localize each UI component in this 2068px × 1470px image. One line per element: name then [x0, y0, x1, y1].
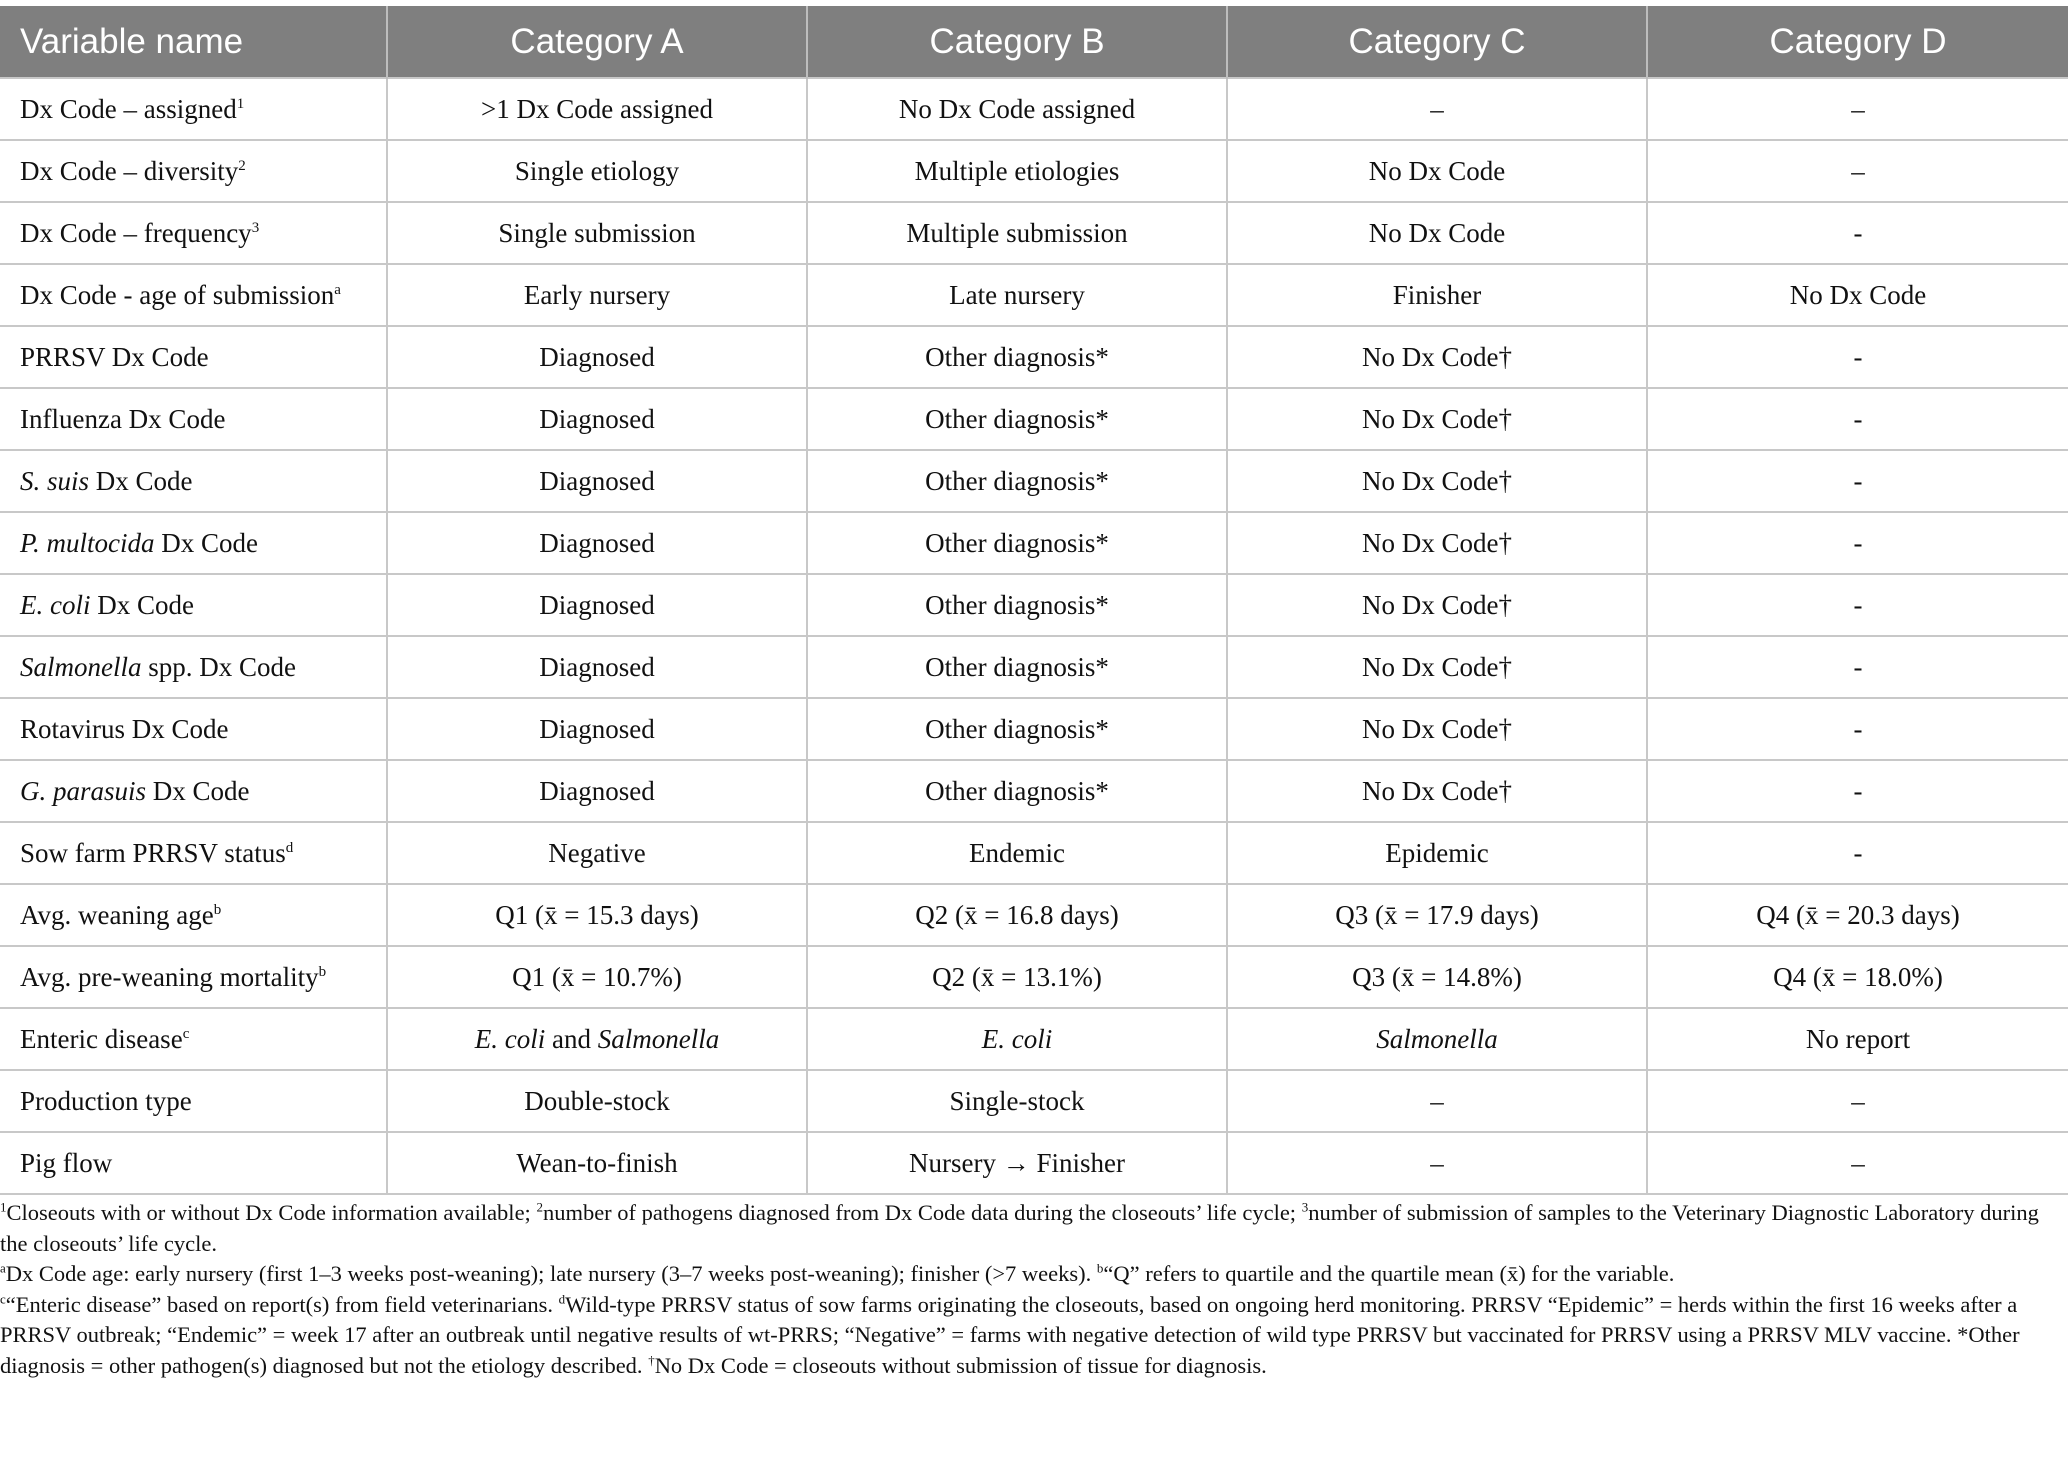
cell-category-a: Diagnosed — [387, 636, 807, 698]
row-variable-name: Dx Code – diversity$^2$ — [0, 140, 387, 202]
table-row — [0, 264, 2068, 326]
cell-category-b: Other diagnosis* — [807, 450, 1227, 512]
cell-category-a: Q1 (x̄ = 15.3 days) — [387, 884, 807, 946]
cell-category-d: Q4 (x̄ = 18.0%) — [1647, 946, 2068, 1008]
table-row — [0, 202, 2068, 264]
header-category-d: Category D — [1647, 6, 2068, 78]
cell-category-b: Nursery → Finisher — [807, 1132, 1227, 1194]
cell-category-b: Late nursery — [807, 264, 1227, 326]
row-variable-name: PRRSV Dx Code — [0, 326, 387, 388]
cell-category-c: – — [1227, 1070, 1647, 1132]
footnote-marker: 1 — [236, 95, 245, 112]
cell-category-b: Other diagnosis* — [807, 512, 1227, 574]
cell-category-a: Negative — [387, 822, 807, 884]
table-row — [0, 574, 2068, 636]
cell-category-b: Other diagnosis* — [807, 760, 1227, 822]
cell-category-a: Diagnosed — [387, 450, 807, 512]
cell-category-b: Other diagnosis* — [807, 698, 1227, 760]
cell-category-d: - — [1647, 760, 2068, 822]
cell-category-a: E. coli and Salmonella — [387, 1008, 807, 1070]
cell-category-a: Diagnosed — [387, 574, 807, 636]
cell-category-d: - — [1647, 202, 2068, 264]
cell-category-a: Single etiology — [387, 140, 807, 202]
cell-category-d: – — [1647, 1070, 2068, 1132]
cell-category-d: - — [1647, 326, 2068, 388]
cell-category-b: Other diagnosis* — [807, 326, 1227, 388]
cell-category-c: No Dx Code† — [1227, 760, 1647, 822]
cell-category-a: Diagnosed — [387, 326, 807, 388]
cell-category-a: Diagnosed — [387, 760, 807, 822]
data-table — [0, 6, 2068, 1195]
table-row — [0, 78, 2068, 140]
cell-category-d: No Dx Code — [1647, 264, 2068, 326]
table-row — [0, 1070, 2068, 1132]
row-variable-name: G. parasuis Dx Code — [0, 760, 387, 822]
cell-category-d: - — [1647, 822, 2068, 884]
table-row — [0, 326, 2068, 388]
row-variable-name: Dx Code – assigned$^1$ — [0, 78, 387, 140]
cell-category-c: Salmonella — [1227, 1008, 1647, 1070]
footnote-marker: c — [182, 1025, 190, 1042]
footnote-marker: b — [213, 901, 222, 918]
cell-category-d: - — [1647, 512, 2068, 574]
table-footnotes — [0, 1198, 2040, 1381]
table-row — [0, 450, 2068, 512]
table-row — [0, 636, 2068, 698]
row-variable-name: Salmonella spp. Dx Code — [0, 636, 387, 698]
cell-category-a: Diagnosed — [387, 698, 807, 760]
row-variable-name: P. multocida Dx Code — [0, 512, 387, 574]
cell-category-d: - — [1647, 388, 2068, 450]
row-variable-name: Dx Code - age of submission$^a$ — [0, 264, 387, 326]
table-row — [0, 946, 2068, 1008]
cell-category-c: No Dx Code† — [1227, 698, 1647, 760]
row-variable-name: Production type — [0, 1070, 387, 1132]
cell-category-b: Other diagnosis* — [807, 388, 1227, 450]
cell-category-d: - — [1647, 574, 2068, 636]
footnote-marker: 3 — [251, 219, 260, 236]
cell-category-d: – — [1647, 140, 2068, 202]
table-row — [0, 140, 2068, 202]
cell-category-d: Q4 (x̄ = 20.3 days) — [1647, 884, 2068, 946]
footnote-marker: 2 — [238, 157, 246, 174]
cell-category-a: Single submission — [387, 202, 807, 264]
row-variable-name: Avg. pre-weaning mortality$^b$ — [0, 946, 387, 1008]
cell-category-c: Q3 (x̄ = 14.8%) — [1227, 946, 1647, 1008]
row-variable-name: S. suis Dx Code — [0, 450, 387, 512]
cell-category-c: No Dx Code† — [1227, 636, 1647, 698]
cell-category-d: No report — [1647, 1008, 2068, 1070]
cell-category-c: Q3 (x̄ = 17.9 days) — [1227, 884, 1647, 946]
cell-category-b: Single-stock — [807, 1070, 1227, 1132]
table-row — [0, 512, 2068, 574]
table-row — [0, 822, 2068, 884]
cell-category-c: No Dx Code — [1227, 202, 1647, 264]
cell-category-a: >1 Dx Code assigned — [387, 78, 807, 140]
cell-category-d: – — [1647, 1132, 2068, 1194]
cell-category-c: – — [1227, 78, 1647, 140]
table-row — [0, 698, 2068, 760]
row-variable-name: Sow farm PRRSV status$^d$ — [0, 822, 387, 884]
table-header-row — [0, 6, 2068, 78]
cell-category-c: No Dx Code† — [1227, 574, 1647, 636]
cell-category-b: Q2 (x̄ = 13.1%) — [807, 946, 1227, 1008]
cell-category-c: No Dx Code† — [1227, 512, 1647, 574]
cell-category-c: Epidemic — [1227, 822, 1647, 884]
cell-category-c: No Dx Code — [1227, 140, 1647, 202]
cell-category-c: No Dx Code† — [1227, 450, 1647, 512]
footnote-paragraph-3: $^c$“Enteric disease” based on report(s) from field veterinarians. $^d$Wild-type PRRSV status of sow farms originating the closeouts, based on ongoing herd monitoring. PRRSV “Epidemic” = herds within the first 16 weeks after a PRRSV outbreak; “Endemic” = week 17 after an outbreak until negative results of wt-PRRS; “Negative” = farms with negative detection of wild type PRRSV but vaccinated for PRRSV using a PRRSV MLV vaccine. *Other diagnosis = other pathogen(s) diagnosed but not the etiology described. †No Dx Code = closeouts without submission of tissue for diagnosis. — [0, 1291, 2020, 1378]
cell-category-a: Wean-to-finish — [387, 1132, 807, 1194]
row-variable-name: Pig flow — [0, 1132, 387, 1194]
table-row — [0, 1132, 2068, 1194]
cell-category-c: No Dx Code† — [1227, 388, 1647, 450]
cell-category-b: Other diagnosis* — [807, 574, 1227, 636]
cell-category-b: Multiple submission — [807, 202, 1227, 264]
cell-category-c: – — [1227, 1132, 1647, 1194]
cell-category-a: Early nursery — [387, 264, 807, 326]
row-variable-name: Influenza Dx Code — [0, 388, 387, 450]
footnote-paragraph-2: $^a$Dx Code age: early nursery (first 1–3 weeks post-weaning); late nursery (3–7 weeks post-weaning); finisher (>7 weeks). $^b$“Q” refers to quartile and the quartile mean (x̄) for the variable. — [0, 1260, 1675, 1286]
cell-category-a: Diagnosed — [387, 388, 807, 450]
footnote-marker: d — [285, 839, 294, 856]
table-row — [0, 388, 2068, 450]
header-variable-name: Variable name — [0, 6, 387, 78]
header-category-b: Category B — [807, 6, 1227, 78]
cell-category-b: E. coli — [807, 1008, 1227, 1070]
cell-category-c: No Dx Code† — [1227, 326, 1647, 388]
cell-category-b: Endemic — [807, 822, 1227, 884]
cell-category-a: Q1 (x̄ = 10.7%) — [387, 946, 807, 1008]
table-row — [0, 760, 2068, 822]
header-category-c: Category C — [1227, 6, 1647, 78]
cell-category-b: Multiple etiologies — [807, 140, 1227, 202]
cell-category-a: Double-stock — [387, 1070, 807, 1132]
cell-category-b: No Dx Code assigned — [807, 78, 1227, 140]
row-variable-name: Dx Code – frequency$^3$ — [0, 202, 387, 264]
footnote-marker: a — [334, 281, 341, 298]
cell-category-d: - — [1647, 636, 2068, 698]
row-variable-name: Avg. weaning age$^b$ — [0, 884, 387, 946]
footnote-paragraph-1: $^1$Closeouts with or without Dx Code information available; $^2$number of pathogens diagnosed from Dx Code data during the closeouts’ life cycle; $^3$number of submission of samples to the Veterinary Diagnostic Laboratory during the closeouts’ life cycle. — [0, 1199, 2039, 1256]
table-row — [0, 884, 2068, 946]
cell-category-d: - — [1647, 698, 2068, 760]
footnote-marker: b — [318, 963, 327, 980]
row-variable-name: Rotavirus Dx Code — [0, 698, 387, 760]
header-category-a: Category A — [387, 6, 807, 78]
cell-category-c: Finisher — [1227, 264, 1647, 326]
table-row — [0, 1008, 2068, 1070]
cell-category-d: - — [1647, 450, 2068, 512]
cell-category-b: Q2 (x̄ = 16.8 days) — [807, 884, 1227, 946]
cell-category-a: Diagnosed — [387, 512, 807, 574]
cell-category-b: Other diagnosis* — [807, 636, 1227, 698]
row-variable-name: Enteric disease$^c$ — [0, 1008, 387, 1070]
row-variable-name: E. coli Dx Code — [0, 574, 387, 636]
cell-category-d: – — [1647, 78, 2068, 140]
